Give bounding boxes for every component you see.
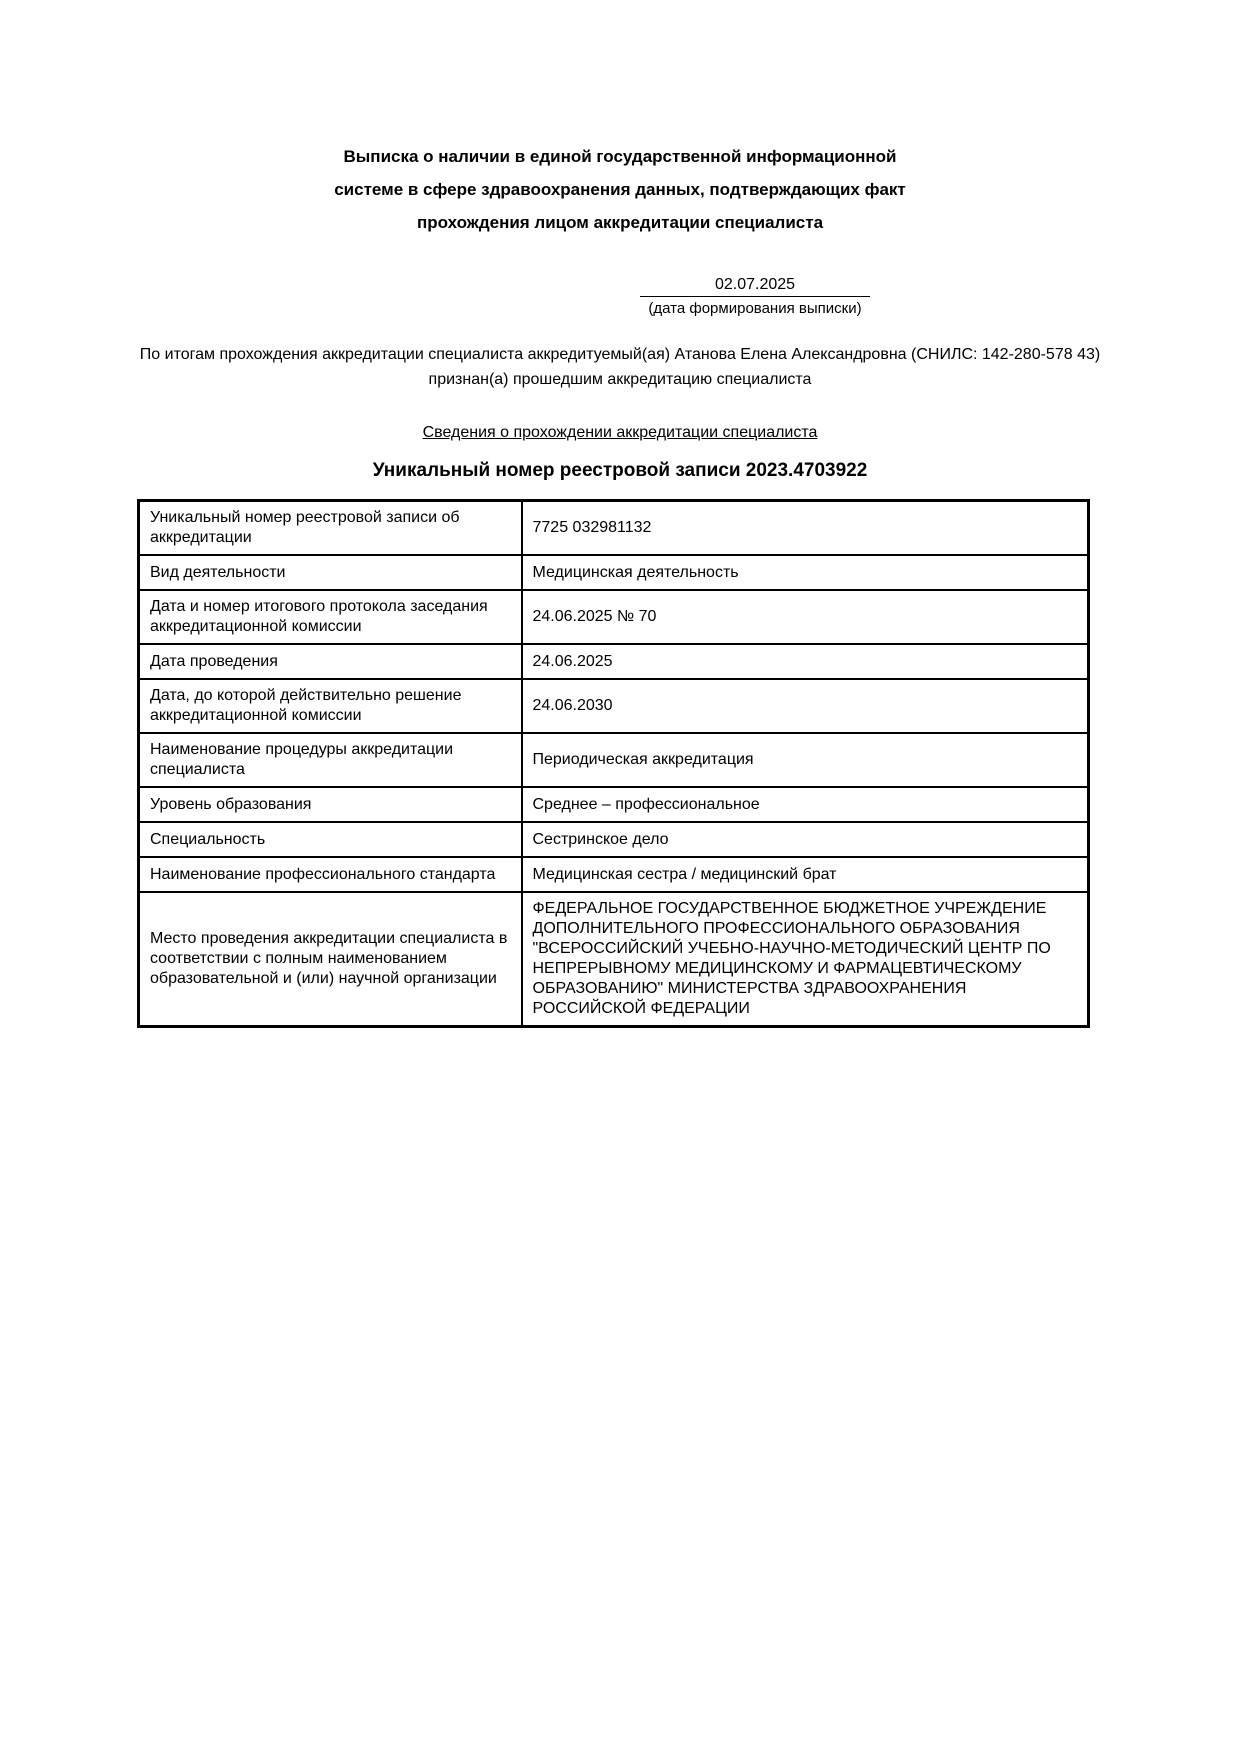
row-label: Наименование профессионального стандарта [139,857,522,892]
row-value: Медицинская сестра / медицинский брат [522,857,1089,892]
row-label: Дата проведения [139,644,522,679]
row-value: Периодическая аккредитация [522,733,1089,787]
row-value: Сестринское дело [522,822,1089,857]
row-value: 24.06.2030 [522,679,1089,733]
table-row-registry-number [139,501,1089,556]
row-label: Уровень образования [139,787,522,822]
row-value: 24.06.2025 № 70 [522,590,1089,644]
formation-date-caption: (дата формирования выписки) [648,300,862,317]
row-value: ФЕДЕРАЛЬНОЕ ГОСУДАРСТВЕННОЕ БЮДЖЕТНОЕ УЧРЕЖДЕНИЕ ДОПОЛНИТЕЛЬНОГО ПРОФЕССИОНАЛЬНОГО ОБРАЗОВАНИЯ "ВСЕРОССИЙСКИЙ УЧЕБНО-НАУЧНО-МЕТОДИЧЕСКИЙ ЦЕНТР ПО НЕПРЕРЫВНОМУ МЕДИЦИНСКОМУ И ФАРМАЦЕВТИЧЕСКОМУ ОБРАЗОВАНИЮ" МИНИСТЕРСТВА ЗДРАВООХРАНЕНИЯ РОССИЙСКОЙ ФЕДЕРАЦИИ [522,892,1089,1027]
accreditation-result-paragraph: По итогам прохождения аккредитации специалиста аккредитуемый(ая) Атанова Елена Александровна (СНИЛС: 142-280-578 43) признан(а) прошедшим аккредитацию специалиста [139,346,1101,388]
document-title: Выписка о наличии в единой государственной информационной системе в сфере здравоохранения данных, подтверждающих факт прохождения лицом аккредитации специалиста [334,147,906,232]
table-row-professional-standard [139,857,1089,892]
accreditation-details-table [137,499,1090,1028]
section-heading: Сведения о прохождении аккредитации специалиста [422,424,818,441]
row-value: 7725 032981132 [522,501,1089,556]
row-label: Специальность [139,822,522,857]
table-row-procedure-name [139,733,1089,787]
table-row-accreditation-place [139,892,1089,1027]
formation-date-block [640,275,870,318]
row-label: Дата, до которой действительно решение аккредитационной комиссии [139,679,522,733]
accreditation-table-body [139,501,1089,1027]
row-label: Уникальный номер реестровой записи об аккредитации [139,501,522,556]
table-row-protocol [139,590,1089,644]
row-label: Дата и номер итогового протокола заседания аккредитационной комиссии [139,590,522,644]
registry-number-heading: Уникальный номер реестровой записи 2023.4703922 [372,460,868,481]
table-row-activity-type [139,555,1089,590]
formation-date-value: 02.07.2025 [640,275,870,297]
row-value: 24.06.2025 [522,644,1089,679]
table-row-specialty [139,822,1089,857]
row-label: Вид деятельности [139,555,522,590]
table-row-date-conducted [139,644,1089,679]
table-row-valid-until [139,679,1089,733]
table-row-education-level [139,787,1089,822]
row-label: Место проведения аккредитации специалиста в соответствии с полным наименованием образовательной и (или) научной организации [139,892,522,1027]
row-value: Медицинская деятельность [522,555,1089,590]
row-label: Наименование процедуры аккредитации специалиста [139,733,522,787]
row-value: Среднее – профессиональное [522,787,1089,822]
